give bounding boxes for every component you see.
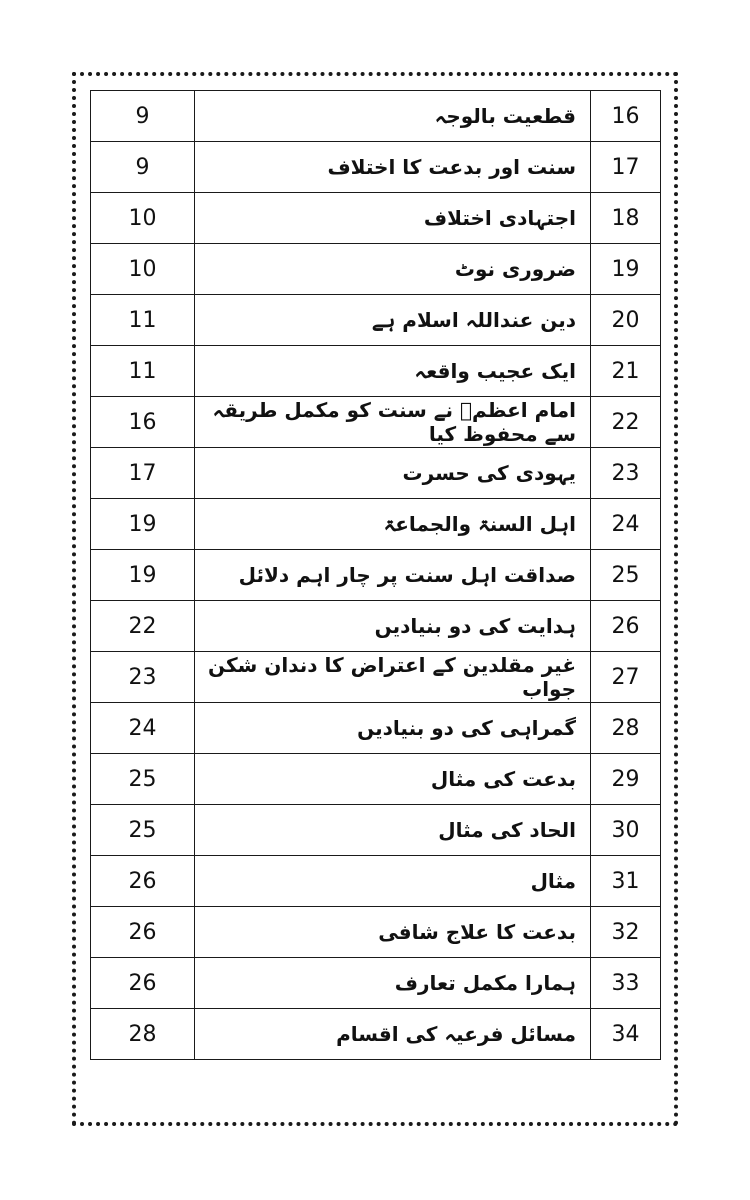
table-row: [91, 1009, 661, 1060]
table-row: [91, 346, 661, 397]
topic-title: غیر مقلدین کے اعتراض کا دندان شکن جواب: [195, 652, 591, 703]
topic-title: سنت اور بدعت کا اختلاف: [195, 142, 591, 193]
serial-number: 24: [591, 499, 661, 550]
table-row: [91, 856, 661, 907]
table-row: [91, 91, 661, 142]
table-row: [91, 754, 661, 805]
table-row: [91, 703, 661, 754]
serial-number: 30: [591, 805, 661, 856]
table-row: [91, 550, 661, 601]
table-of-contents: [90, 90, 661, 1060]
page-number: 24: [91, 703, 195, 754]
page-number: 26: [91, 958, 195, 1009]
serial-number: 20: [591, 295, 661, 346]
table-row: [91, 295, 661, 346]
serial-number: 22: [591, 397, 661, 448]
page-number: 17: [91, 448, 195, 499]
table-row: [91, 958, 661, 1009]
serial-number: 21: [591, 346, 661, 397]
topic-title: مسائل فرعیہ کی اقسام: [195, 1009, 591, 1060]
page-number: 26: [91, 907, 195, 958]
page-number: 26: [91, 856, 195, 907]
topic-title: ضروری نوٹ: [195, 244, 591, 295]
topic-title: امام اعظمؒ نے سنت کو مکمل طریقہ سے محفوظ کیا: [195, 397, 591, 448]
serial-number: 31: [591, 856, 661, 907]
serial-number: 18: [591, 193, 661, 244]
page-number: 22: [91, 601, 195, 652]
topic-title: دین عنداللہ اسلام ہے: [195, 295, 591, 346]
topic-title: اہل السنۃ والجماعۃ: [195, 499, 591, 550]
topic-title: یہودی کی حسرت: [195, 448, 591, 499]
table-row: [91, 601, 661, 652]
page-number: 23: [91, 652, 195, 703]
serial-number: 28: [591, 703, 661, 754]
table-row: [91, 397, 661, 448]
page-number: 9: [91, 91, 195, 142]
topic-title: بدعت کی مثال: [195, 754, 591, 805]
table-row: [91, 244, 661, 295]
topic-title: ہدایت کی دو بنیادیں: [195, 601, 591, 652]
topic-title: الحاد کی مثال: [195, 805, 591, 856]
serial-number: 33: [591, 958, 661, 1009]
page-number: 25: [91, 805, 195, 856]
serial-number: 29: [591, 754, 661, 805]
table-row: [91, 652, 661, 703]
topic-title: قطعیت بالوجہ: [195, 91, 591, 142]
page-number: 11: [91, 295, 195, 346]
serial-number: 19: [591, 244, 661, 295]
table-row: [91, 193, 661, 244]
page-number: 16: [91, 397, 195, 448]
page-number: 11: [91, 346, 195, 397]
topic-title: ہمارا مکمل تعارف: [195, 958, 591, 1009]
serial-number: 26: [591, 601, 661, 652]
page-number: 28: [91, 1009, 195, 1060]
table-row: [91, 499, 661, 550]
topic-title: صداقت اہل سنت پر چار اہم دلائل: [195, 550, 591, 601]
table-row: [91, 907, 661, 958]
page-number: 10: [91, 244, 195, 295]
topic-title: اجتہادی اختلاف: [195, 193, 591, 244]
serial-number: 25: [591, 550, 661, 601]
page-number: 19: [91, 499, 195, 550]
topic-title: گمراہی کی دو بنیادیں: [195, 703, 591, 754]
serial-number: 27: [591, 652, 661, 703]
table-row: [91, 448, 661, 499]
table-row: [91, 142, 661, 193]
topic-title: ایک عجیب واقعہ: [195, 346, 591, 397]
serial-number: 23: [591, 448, 661, 499]
serial-number: 32: [591, 907, 661, 958]
page-number: 9: [91, 142, 195, 193]
table-row: [91, 805, 661, 856]
serial-number: 34: [591, 1009, 661, 1060]
serial-number: 17: [591, 142, 661, 193]
page-number: 19: [91, 550, 195, 601]
topic-title: بدعت کا علاج شافی: [195, 907, 591, 958]
page-number: 10: [91, 193, 195, 244]
serial-number: 16: [591, 91, 661, 142]
topic-title: مثال: [195, 856, 591, 907]
page-number: 25: [91, 754, 195, 805]
